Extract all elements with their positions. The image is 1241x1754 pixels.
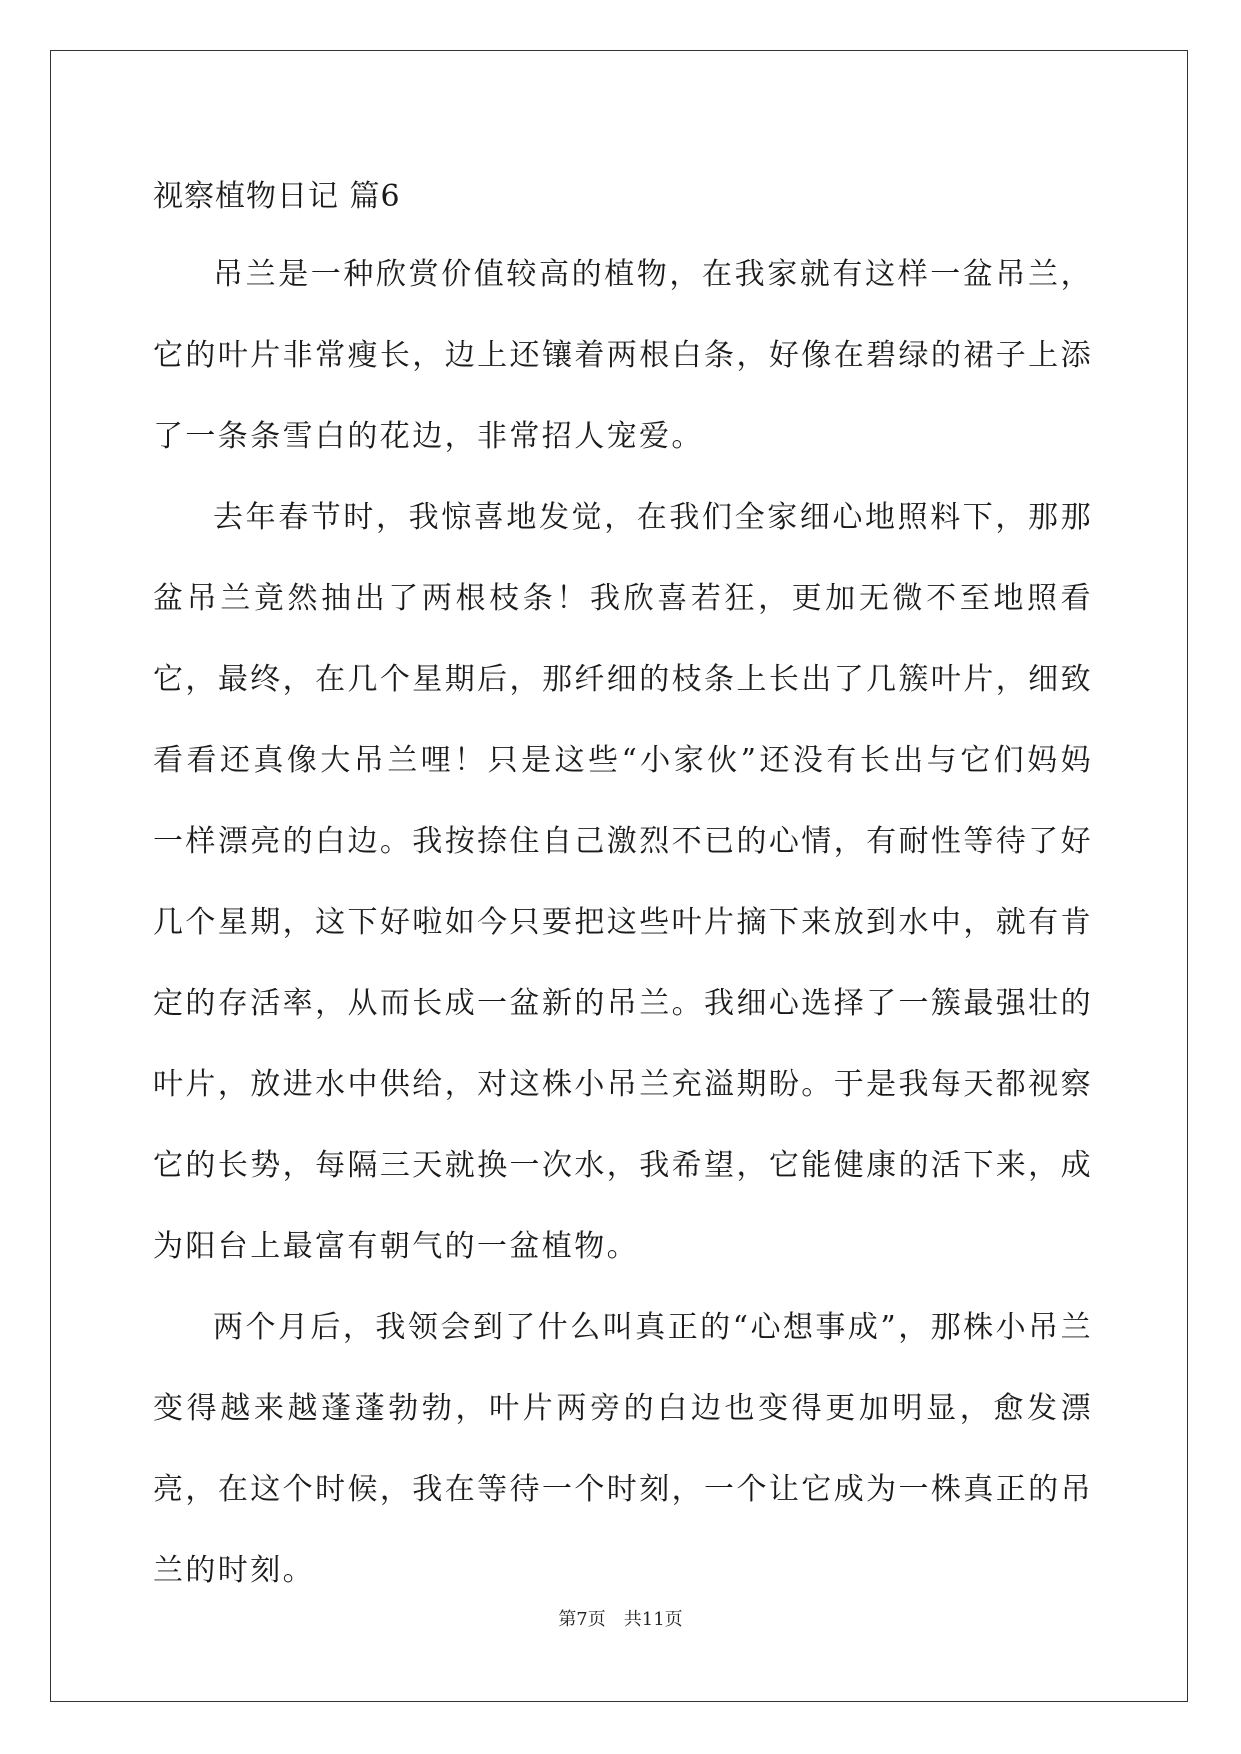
document-body <box>153 160 1093 1611</box>
paragraph-1: 吊兰是一种欣赏价值较高的植物，在我家就有这样一盆吊兰，它的叶片非常瘦长，边上还镶着两根白条，好像在碧绿的裙子上添了一条条雪白的花边，非常招人宠爱。 <box>153 257 1093 454</box>
paragraph-2: 去年春节时，我惊喜地发觉，在我们全家细心地照料下，那那盆吊兰竟然抽出了两根枝条！我欣喜若狂，更加无微不至地照看它，最终，在几个星期后，那纤细的枝条上长出了几簇叶片，细致看看还真像大吊兰哩！只是这些“小家伙”还没有长出与它们妈妈一样漂亮的白边。我按捺住自己激烈不已的心情，有耐性等待了好几个星期，这下好啦如今只要把这些叶片摘下来放到水中，就有肯定的存活率，从而长成一盆新的吊兰。我细心选择了一簇最强壮的叶片，放进水中供给，对这株小吊兰充溢期盼。于是我每天都视察它的长势，每隔三天就换一次水，我希望，它能健康的活下来，成为阳台上最富有朝气的一盆植物。 <box>153 500 1093 1264</box>
document-title: 视察植物日记 篇6 <box>153 179 401 214</box>
page-number-footer: 第7页 共11页 <box>558 1609 683 1630</box>
paragraph-3: 两个月后，我领会到了什么叫真正的“心想事成”，那株小吊兰变得越来越蓬蓬勃勃，叶片两旁的白边也变得更加明显，愈发漂亮，在这个时候，我在等待一个时刻，一个让它成为一株真正的吊兰的时刻。 <box>153 1310 1093 1588</box>
